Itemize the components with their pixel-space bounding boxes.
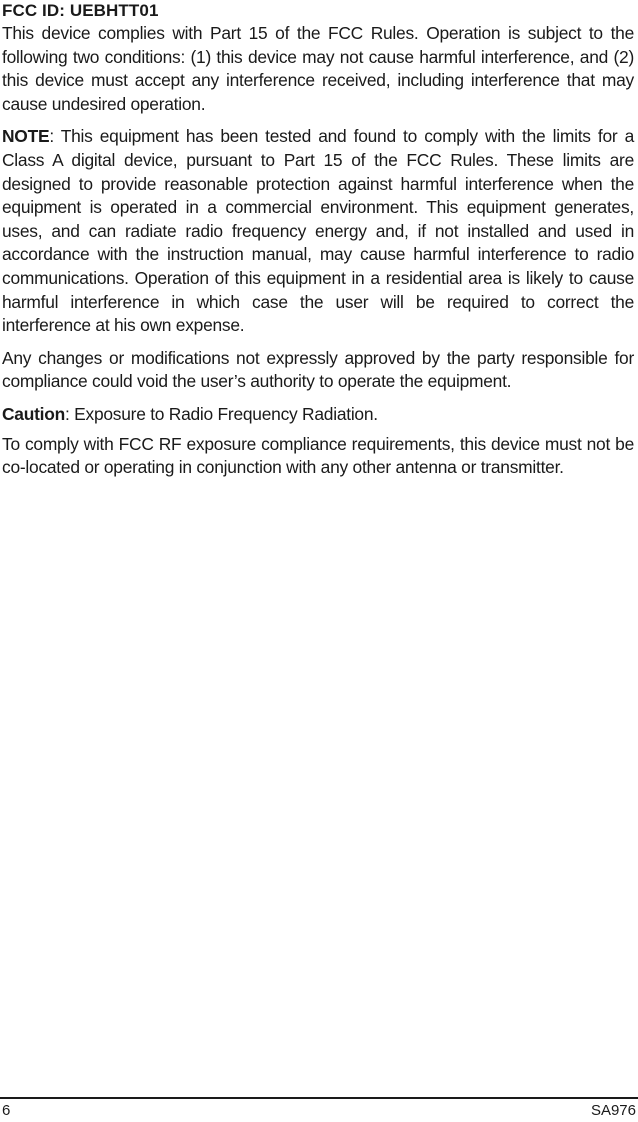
caution-paragraph bbox=[2, 403, 634, 427]
caution-text: : Exposure to Radio Frequency Radiation. bbox=[64, 403, 378, 424]
rf-exposure-paragraph: To comply with FCC RF exposure compliance requirements, this device must not be co-located or operating in conjunction with any other antenna or transmitter. bbox=[2, 433, 634, 478]
page-number: 6 bbox=[2, 1102, 11, 1119]
fcc-id-heading: FCC ID: UEBHTT01 bbox=[2, 1, 159, 20]
note-text: : This equipment has been tested and found to comply with the limits for a Class A digital device, pursuant to Part 15 of the FCC Rules. These limits are designed to provide reasonable protection against harmful interference when the equipment is operated in a commercial environment. This equipment generates, uses, and can radiate radio frequency energy and, if not installed and used in accordance with the instruction manual, may cause harmful interference to radio communications. Operation of this equipment in a residential area is likely to cause harmful interference in which case the user will be required to correct the interference at his own expense. bbox=[2, 126, 634, 336]
note-label: NOTE bbox=[2, 126, 50, 147]
caution-label: Caution bbox=[2, 403, 65, 424]
compliance-paragraph: This device complies with Part 15 of the FCC Rules. Operation is subject to the following two conditions: (1) this device may not cause harmful interference, and (2) this device must accept any interference received, including interference that may cause undesired operation. bbox=[2, 23, 634, 114]
document-body bbox=[2, 0, 634, 489]
model-number: SA976 bbox=[590, 1102, 636, 1119]
note-paragraph bbox=[2, 125, 634, 337]
footer-divider bbox=[0, 1097, 638, 1099]
changes-paragraph: Any changes or modifications not expressly approved by the party responsible for compliance could void the user’s authority to operate the equipment. bbox=[2, 347, 634, 392]
